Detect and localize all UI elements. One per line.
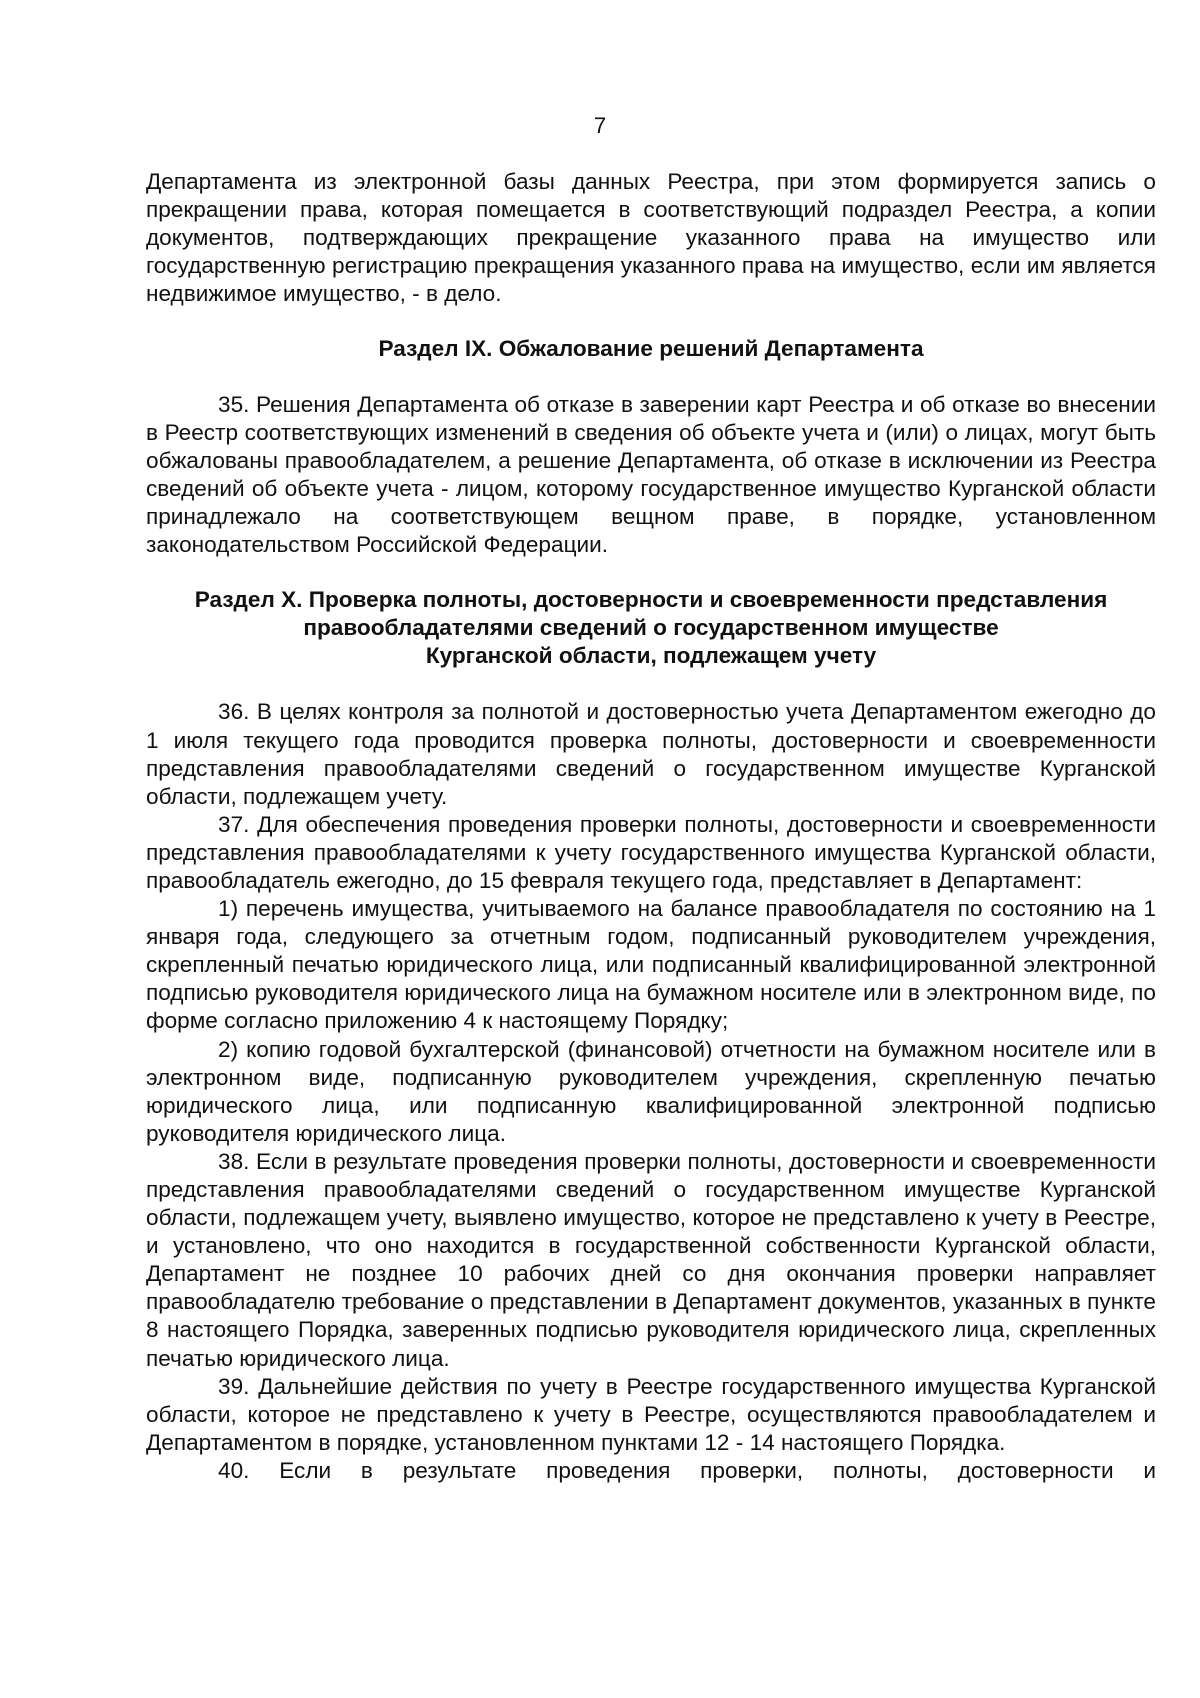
section-9-heading: Раздел IX. Обжалование решений Департамента xyxy=(378,336,924,362)
document-body xyxy=(146,168,1156,1485)
section-10-heading-line-1: Раздел X. Проверка полноты, достоверности и своевременности представления xyxy=(194,587,1108,613)
paragraph-37-item-2: 2) копию годовой бухгалтерской (финансовой) отчетности на бумажном носителе или в электронном виде, подписанную руководителем учреждения, скрепленную печатью юридического лица, или подписанную квалифицированной электронной подписью руководителя юридического лица. xyxy=(146,1036,1156,1146)
paragraph-39: 39. Дальнейшие действия по учету в Реестре государственного имущества Курганской области, которое не представлено к учету в Реестре, осуществляются правообладателем и Департаментом в порядке, установленном пунктами 12 - 14 настоящего Порядка. xyxy=(146,1373,1156,1455)
paragraph-37-item-1: 1) перечень имущества, учитываемого на балансе правообладателя по состоянию на 1 января года, следующего за отчетным годом, подписанный руководителем учреждения, скрепленный печатью юридического лица, или подписанный квалифицированной электронной подписью руководителя юридического лица на бумажном носителе или в электронном виде, по форме согласно приложению 4 к настоящему Порядку; xyxy=(146,896,1156,1034)
section-10-heading-line-3: Курганской области, подлежащем учету xyxy=(425,643,877,669)
paragraph-36: 36. В целях контроля за полнотой и достоверностью учета Департаментом ежегодно до 1 июля текущего года проводится проверка полноты, достоверности и своевременности представления правообладателями сведений о государственном имуществе Курганской области, подлежащем учету. xyxy=(146,699,1156,809)
paragraph-35: 35. Решения Департамента об отказе в заверении карт Реестра и об отказе во внесении в Реестр соответствующих изменений в сведения об объекте учета и (или) о лицах, могут быть обжалованы правообладателем, а решение Департамента, об отказе в исключении из Реестра сведений об объекте учета - лицом, которому государственное имущество Курганской области принадлежало на соответствующем вещном праве, в порядке, установленном законодательством Российской Федерации. xyxy=(146,391,1156,558)
section-10-heading-line-2: правообладателями сведений о государственном имуществе xyxy=(303,615,999,641)
section-10-heading xyxy=(146,586,1156,670)
continuation-paragraph: Департамента из электронной базы данных Реестра, при этом формируется запись о прекращении права, которая помещается в соответствующий подраздел Реестра, а копии документов, подтверждающих прекращение указанного права на имущество или государственную регистрацию прекращения указанного права на имущество, если им является недвижимое имущество, - в дело. xyxy=(146,169,1156,307)
page-number: 7 xyxy=(593,113,607,138)
paragraph-38: 38. Если в результате проведения проверки полноты, достоверности и своевременности представления правообладателями сведений о государственном имуществе Курганской области, подлежащем учету, выявлено имущество, которое не представлено к учету в Реестре, и установлено, что оно находится в государственной собственности Курганской области, Департамент не позднее 10 рабочих дней со дня окончания проверки направляет правообладателю требование о представлении в Департамент документов, указанных в пункте 8 настоящего Порядка, заверенных подписью руководителя юридического лица, скрепленных печатью юридического лица. xyxy=(146,1148,1156,1371)
paragraph-37: 37. Для обеспечения проведения проверки полноты, достоверности и своевременности представления правообладателями к учету государственного имущества Курганской области, правообладатель ежегодно, до 15 февраля текущего года, представляет в Департамент: xyxy=(146,811,1156,893)
paragraph-40: 40. Если в результате проведения проверки, полноты, достоверности и xyxy=(218,1457,1156,1483)
